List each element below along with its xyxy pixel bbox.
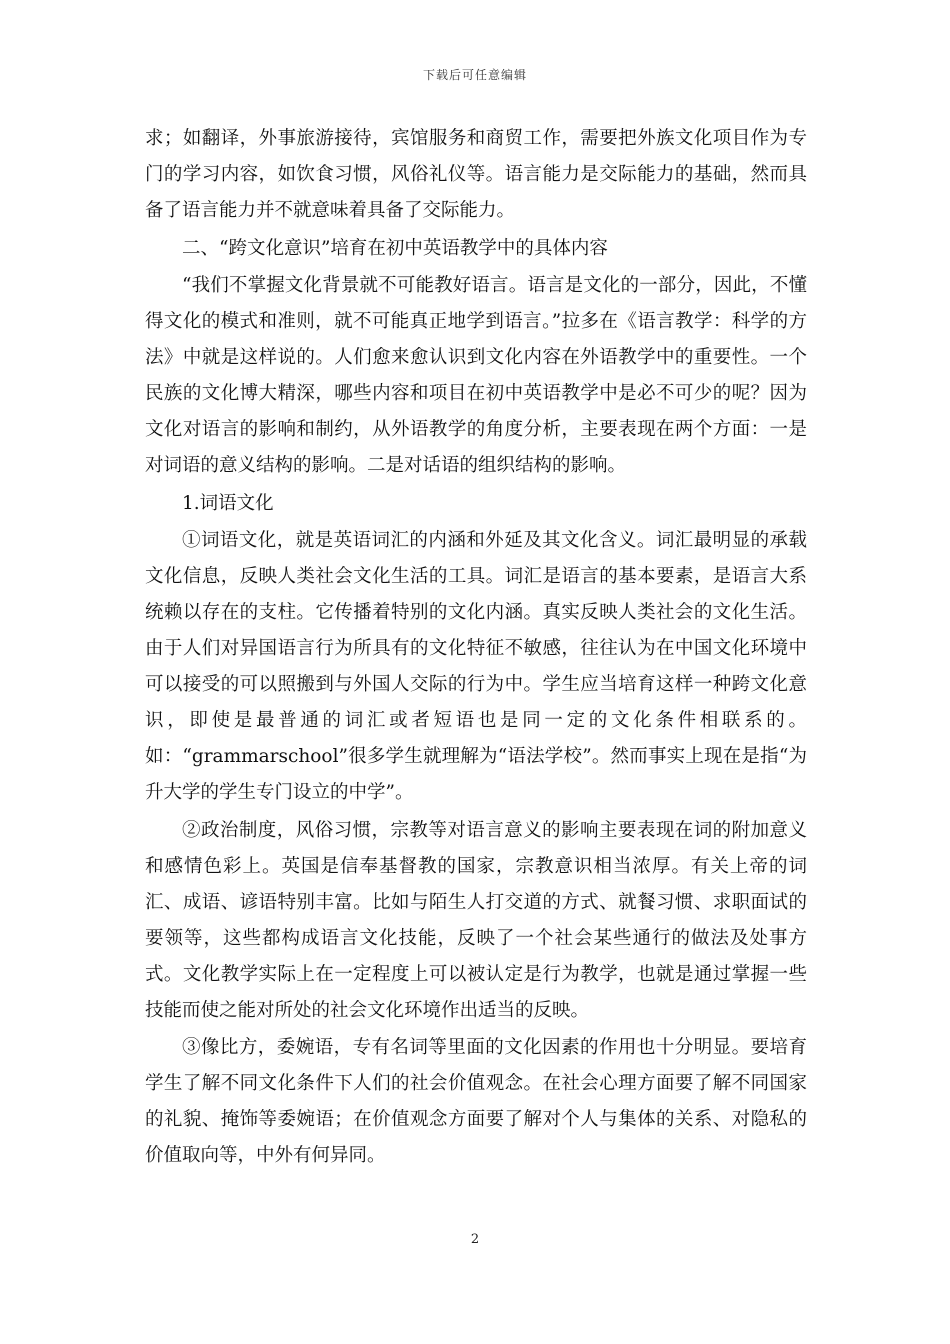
page-number: 2 [470,1232,480,1247]
paragraph-1: 求；如翻译，外事旅游接待，宾馆服务和商贸工作，需要把外族文化项目作为专门的学习内容，如饮食习惯，风俗礼仪等。语言能力是交际能力的基础，然而具备了语言能力并不就意味着具备了交际能力。 [145,128,807,221]
section-heading: 二、“跨文化意识”培育在初中英语教学中的具体内容 [182,237,608,259]
paragraph-6: ②政治制度，风俗习惯，宗教等对语言意义的影响主要表现在词的附加意义和感情色彩上。英国是信奉基督教的国家，宗教意识相当浓厚。有关上帝的词汇、成语、谚语特别丰富。比如与陌生人打交道的方式、就餐习惯、求职面试的要领等，这些都构成语言文化技能，反映了一个社会某些通行的做法及处事方式。文化教学实际上在一定程度上可以被认定是行为教学，也就是通过掌握一些技能而使之能对所处的社会文化环境作出适当的反映。 [145,819,807,1021]
page-header: 下载后可任意编辑 [422,68,527,82]
document-body [145,121,807,1176]
paragraph-3: “我们不掌握文化背景就不可能教好语言。语言是文化的一部分，因此，不懂得文化的模式和准则，就不可能真正地学到语言。”拉多在《语言教学：科学的方法》中就是这样说的。人们愈来愈认识到文化内容在外语教学中的重要性。一个民族的文化博大精深，哪些内容和项目在初中英语教学中是必不可少的呢？因为文化对语言的影响和制约，从外语教学的角度分析，主要表现在两个方面：一是对词语的意义结构的影响。二是对话语的组织结构的影响。 [145,275,807,476]
paragraph-5: ①词语文化，就是英语词汇的内涵和外延及其文化含义。词汇最明显的承载文化信息，反映人类社会文化生活的工具。词汇是语言的基本要素，是语言大系统赖以存在的支柱。它传播着特别的文化内涵。真实反映人类社会的文化生活。由于人们对异国语言行为所具有的文化特征不敏感，往往认为在中国文化环境中可以接受的可以照搬到与外国人交际的行为中。学生应当培育这样一种跨文化意识，即使是最普通的词汇或者短语也是同一定的文化条件相联系的。如：“grammarschool”很多学生就理解为“语法学校”。然而事实上现在是指“为升大学的学生专门设立的中学”。 [145,530,807,803]
paragraph-7: ③像比方，委婉语，专有名词等里面的文化因素的作用也十分明显。要培育学生了解不同文化条件下人们的社会价值观念。在社会心理方面要了解不同国家的礼貌、掩饰等委婉语；在价值观念方面要了解对个人与集体的关系、对隐私的价值取向等，中外有何异同。 [145,1037,807,1166]
subsection-heading: 1.词语文化 [182,492,274,514]
